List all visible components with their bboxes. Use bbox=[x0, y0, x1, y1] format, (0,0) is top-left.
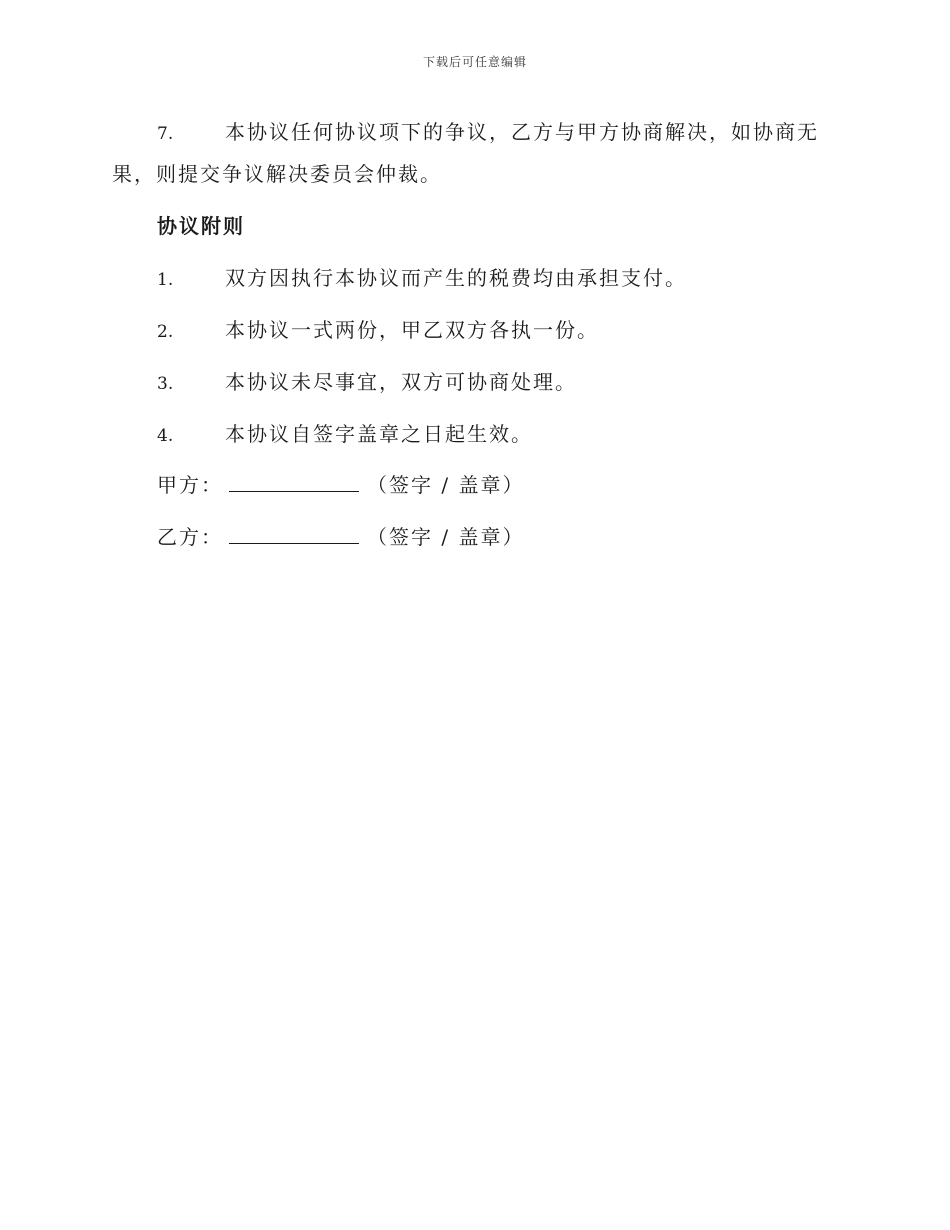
signature-note: （签字 / 盖章） bbox=[367, 473, 525, 497]
item-number: 2. bbox=[157, 322, 174, 342]
item-text: 本协议一式两份，甲乙双方各执一份。 bbox=[225, 318, 599, 342]
list-item bbox=[157, 366, 577, 395]
list-item bbox=[157, 418, 533, 447]
clause-text-continued: 果，则提交争议解决委员会仲裁。 bbox=[112, 162, 442, 186]
clause-text: 本协议任何协议项下的争议，乙方与甲方协商解决，如协商无 bbox=[225, 120, 819, 144]
party-b-signature-line bbox=[229, 525, 359, 544]
item-text: 本协议未尽事宜，双方可协商处理。 bbox=[225, 370, 577, 394]
party-a-label: 甲方： bbox=[157, 473, 223, 497]
item-number: 3. bbox=[157, 374, 174, 394]
party-a-signature-line bbox=[229, 473, 359, 492]
item-number: 1. bbox=[157, 270, 174, 290]
item-text: 双方因执行本协议而产生的税费均由承担支付。 bbox=[225, 266, 687, 290]
page-header: 下载后可任意编辑 bbox=[422, 55, 527, 69]
signature-party-a bbox=[157, 469, 524, 498]
clause-number: 7. bbox=[157, 124, 174, 144]
signature-note: （签字 / 盖章） bbox=[367, 525, 525, 549]
item-number: 4. bbox=[157, 426, 174, 446]
item-text: 本协议自签字盖章之日起生效。 bbox=[225, 422, 533, 446]
clause-7-line-1 bbox=[157, 116, 819, 145]
party-b-label: 乙方： bbox=[157, 525, 223, 549]
signature-party-b bbox=[157, 521, 524, 550]
clause-7-line-2 bbox=[112, 158, 442, 187]
list-item bbox=[157, 314, 599, 343]
section-heading: 协议附则 bbox=[157, 214, 245, 238]
list-item bbox=[157, 262, 687, 291]
